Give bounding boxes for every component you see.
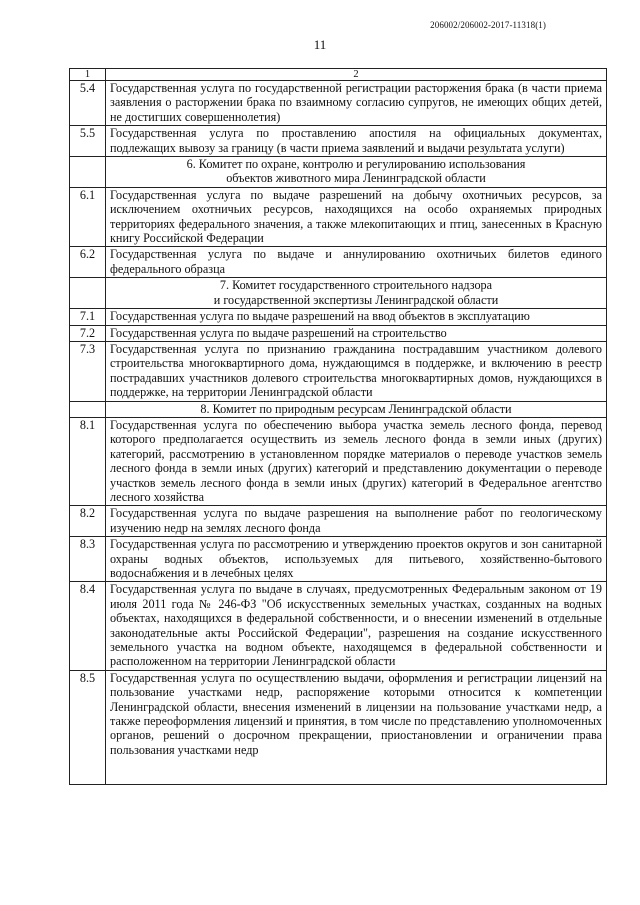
row-number: 6.1 [70, 187, 106, 247]
row-description: Государственная услуга по осуществлению выдачи, оформления и регистрации лицензий на пользование участками недр, распоряжение которыми относится к компетенции Ленинградской области, внесения изменений в лицензии на пользование участками недр, а также переоформления лицензий и принятия, в том числе по представлению уполномоченных органов, решений о досрочном прекращении, приостановлении и ограничении права пользования участками недр [106, 670, 607, 784]
table-row [70, 247, 607, 278]
row-number: 8.1 [70, 417, 106, 505]
row-description: Государственная услуга по признанию гражданина пострадавшим участником долевого строительства многоквартирного дома, нуждающимся в поддержке, и включению в реестр пострадавших участников долевого строительства многоквартирных домов, нуждающихся в поддержке, на территории Ленинградской области [106, 341, 607, 401]
row-number: 8.4 [70, 582, 106, 670]
row-description: Государственная услуга по рассмотрению и утверждению проектов округов и зон санитарной охраны водных объектов, используемых для питьевого, хозяйственно-бытового водоснабжения и в лечебных целях [106, 537, 607, 582]
section-heading-line: 7. Комитет государственного строительного надзора [219, 278, 493, 293]
section-heading-line: объектов животного мира Ленинградской области [226, 171, 486, 186]
row-description: Государственная услуга по выдаче разрешений на добычу охотничьих ресурсов, за исключением охотничьих ресурсов, находящихся на особо охраняемых природных территориях федерального значения, а также млекопитающих и птиц, занесенных в Красную книгу Российской Федерации [106, 187, 607, 247]
table-row [70, 341, 607, 401]
section-spacer-cell [70, 157, 106, 188]
row-description: Государственная услуга по выдаче разрешения на выполнение работ по геологическому изучению недр на землях лесного фонда [106, 506, 607, 537]
table-row [70, 309, 607, 325]
row-number: 5.4 [70, 81, 106, 126]
table-row [70, 187, 607, 247]
section-heading-row [70, 401, 607, 417]
column-header-number: 1 [70, 69, 106, 81]
section-heading-line: 6. Комитет по охране, контролю и регулированию использования [186, 157, 526, 172]
row-number: 8.2 [70, 506, 106, 537]
section-heading-line: и государственной экспертизы Ленинградской области [213, 292, 499, 307]
document-number: 206002/206002-2017-11318(1) [430, 20, 546, 30]
row-description: Государственная услуга по проставлению апостиля на официальных документах, подлежащих вывозу за границу (в части приема заявлений и выдачи результата услуги) [106, 126, 607, 157]
section-spacer-cell [70, 401, 106, 417]
row-description: Государственная услуга по выдаче в случаях, предусмотренных Федеральным законом от 19 июля 2011 года № 246-ФЗ "Об искусственных земельных участках, созданных на водных объектах, находящихся в федеральной собственности, и о внесении изменений в отдельные законодательные акты Российской Федерации", разрешения на создание искусственного земельного участка на водном объекте, находящемся в федеральной собственности и расположенном на территории Ленинградской области [106, 582, 607, 670]
row-number: 7.3 [70, 341, 106, 401]
table-row [70, 670, 607, 784]
section-heading-line: 8. Комитет по природным ресурсам Ленинградской области [200, 401, 512, 416]
row-number: 5.5 [70, 126, 106, 157]
row-number: 7.2 [70, 325, 106, 341]
section-spacer-cell [70, 278, 106, 309]
section-heading-row [70, 157, 607, 188]
section-heading [106, 401, 607, 417]
row-number: 8.3 [70, 537, 106, 582]
row-description: Государственная услуга по выдаче и аннулированию охотничьих билетов единого федерального образца [106, 247, 607, 278]
table-row [70, 325, 607, 341]
page-number: 11 [313, 37, 327, 52]
table-row [70, 81, 607, 126]
section-heading [106, 157, 607, 188]
section-heading-row [70, 278, 607, 309]
row-number: 8.5 [70, 670, 106, 784]
row-description: Государственная услуга по выдаче разрешений на строительство [106, 325, 607, 341]
table-row [70, 537, 607, 582]
row-number: 6.2 [70, 247, 106, 278]
table-row [70, 506, 607, 537]
table-row [70, 126, 607, 157]
row-description: Государственная услуга по выдаче разрешений на ввод объектов в эксплуатацию [106, 309, 607, 325]
row-description: Государственная услуга по государственной регистрации расторжения брака (в части приема заявления о расторжении брака по взаимному согласию супругов, не имеющих общих детей, не достигших совершеннолетия) [106, 81, 607, 126]
services-table [69, 68, 607, 785]
table-row [70, 582, 607, 670]
column-header-description: 2 [106, 69, 607, 81]
row-description: Государственная услуга по обеспечению выбора участка земель лесного фонда, перевод которого предполагается осуществить из земель лесного фонда в земли иных (других) категорий, рассмотрению в установленном порядке материалов о переводе участков земель лесного фонда в земли иных (других) категорий и представлению документации о переводе участков земель лесного фонда в земли иных (других) категорий в Федеральное агентство лесного хозяйства [106, 417, 607, 505]
row-number: 7.1 [70, 309, 106, 325]
table-row [70, 417, 607, 505]
table-header-row [70, 69, 607, 81]
section-heading [106, 278, 607, 309]
